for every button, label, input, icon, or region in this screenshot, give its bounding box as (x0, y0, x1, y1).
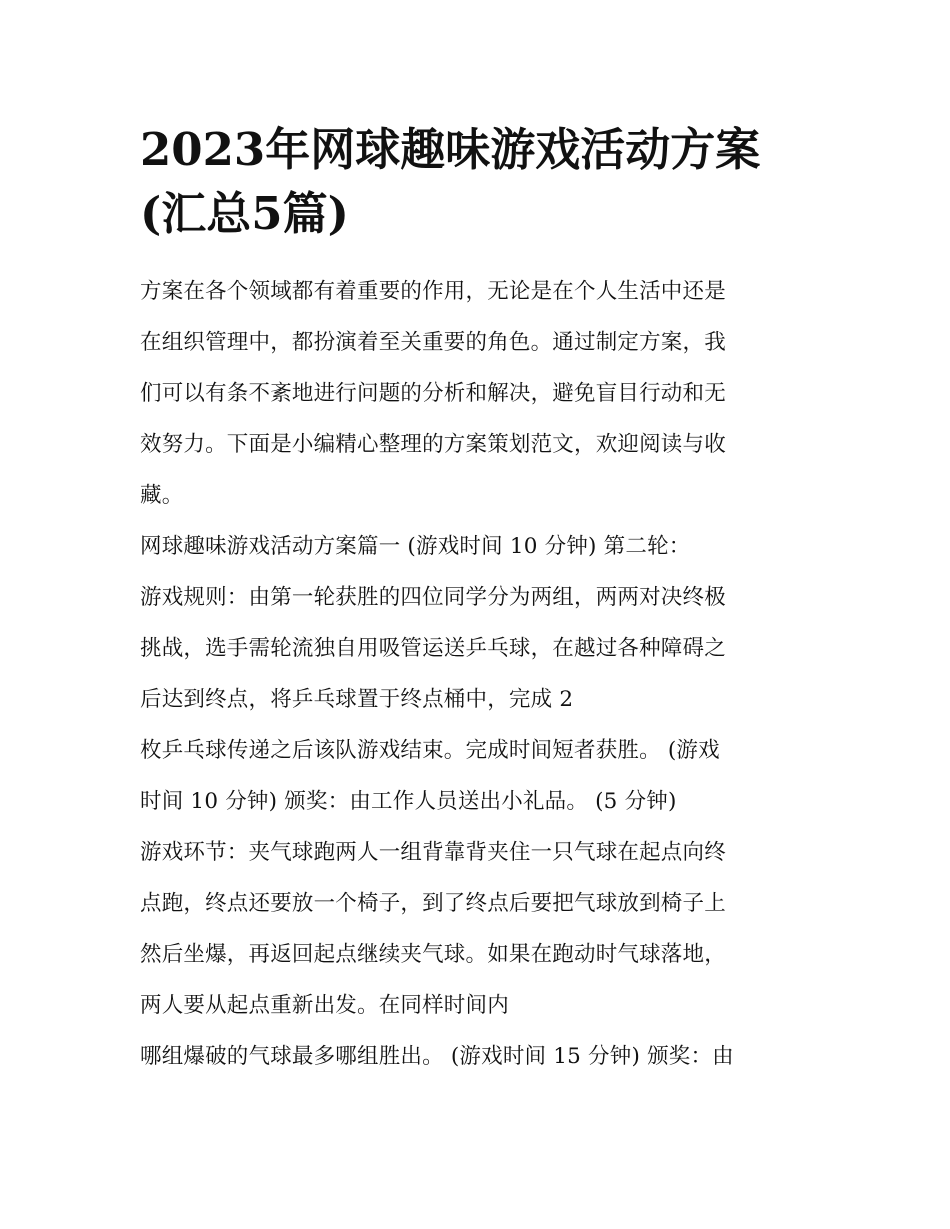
winner-paragraph (140, 1031, 812, 1082)
document-title (140, 118, 812, 246)
text-line: 枚乒乓球传递之后该队游戏结束。完成时间短者获胜。 (游戏 (140, 738, 720, 763)
text-line: 时间 10 分钟) 颁奖：由工作人员送出小礼品。 (5 分钟) (140, 789, 677, 814)
intro-paragraph (140, 266, 812, 521)
game-rules-paragraph (140, 572, 812, 725)
text-line: 们可以有条不紊地进行问题的分析和解决，避免盲目行动和无 (140, 381, 726, 406)
text-line: 在组织管理中，都扮演着至关重要的角色。通过制定方案，我 (140, 330, 726, 355)
text-line: 两人要从起点重新出发。在同样时间内 (140, 993, 509, 1018)
game-end-paragraph (140, 725, 812, 827)
title-line: (汇总5篇) (140, 187, 349, 240)
title-line: 2023年网球趣味游戏活动方案 (140, 123, 761, 176)
text-line: 游戏规则：由第一轮获胜的四位同学分为两组，两两对决终极 (140, 585, 726, 610)
text-line: 网球趣味游戏活动方案篇一 (游戏时间 10 分钟) 第二轮： (140, 534, 691, 559)
text-line: 游戏环节：夹气球跑两人一组背靠背夹住一只气球在起点向终 (140, 840, 726, 865)
text-line: 方案在各个领域都有着重要的作用，无论是在个人生活中还是 (140, 279, 726, 304)
text-line: 哪组爆破的气球最多哪组胜出。 (游戏时间 15 分钟) 颁奖：由 (140, 1044, 734, 1069)
text-line: 挑战，选手需轮流独自用吸管运送乒乓球，在越过各种障碍之 (140, 636, 726, 661)
text-line: 点跑，终点还要放一个椅子，到了终点后要把气球放到椅子上 (140, 891, 726, 916)
balloon-game-paragraph (140, 827, 812, 1031)
text-line: 藏。 (140, 483, 184, 508)
section-heading-paragraph (140, 521, 812, 572)
document-page (140, 118, 812, 1082)
text-line: 后达到终点，将乒乓球置于终点桶中，完成 2 (140, 687, 574, 712)
text-line: 效努力。下面是小编精心整理的方案策划范文，欢迎阅读与收 (140, 432, 726, 457)
text-line: 然后坐爆，再返回起点继续夹气球。如果在跑动时气球落地， (140, 942, 726, 967)
